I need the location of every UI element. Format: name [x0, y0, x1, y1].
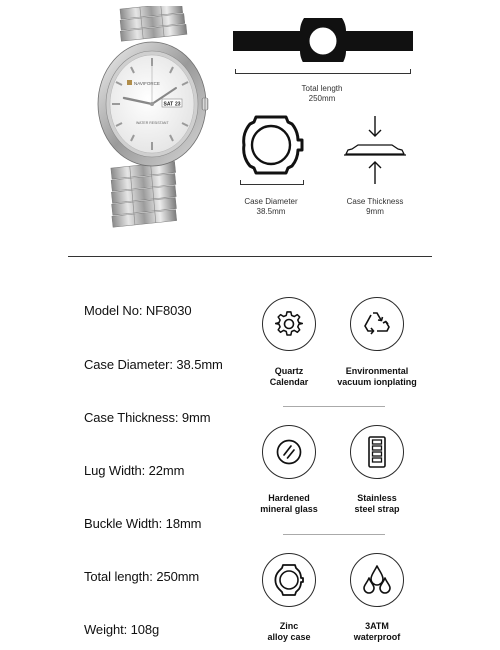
recycle-icon — [350, 297, 404, 351]
watch-case-icon — [262, 553, 316, 607]
case-thickness-diagram — [340, 114, 410, 186]
section-divider — [68, 256, 432, 257]
strap-length-diagram — [232, 18, 414, 62]
strap-icon — [350, 425, 404, 479]
case-thickness-label: Case Thickness 9mm — [346, 197, 404, 216]
gear-icon — [262, 297, 316, 351]
total-length-label: Total length 250mm — [301, 84, 343, 103]
spec-total-length: Total length: 250mm — [84, 569, 200, 584]
case-diameter-label: Case Diameter 38.5mm — [244, 197, 298, 216]
feature-zinc-case-label: Zinc alloy case — [267, 621, 311, 642]
spec-weight: Weight: 108g — [84, 622, 160, 637]
watch-dial-text: WATER RESISTANT — [136, 121, 169, 125]
watch-photo — [92, 6, 212, 236]
glass-slash-icon — [262, 425, 316, 479]
case-diameter-diagram — [240, 112, 304, 178]
watch-day-text: SAT — [163, 101, 174, 108]
spec-buckle-width: Buckle Width: 18mm — [84, 516, 202, 531]
total-length-dimension-line — [235, 69, 411, 74]
watch-date-text: 23 — [175, 101, 181, 108]
spec-model-no: Model No: NF8030 — [84, 303, 192, 318]
feature-waterproof-label: 3ATM waterproof — [353, 621, 401, 642]
spec-case-thickness: Case Thickness: 9mm — [84, 410, 211, 425]
watch-brand-text: NAVIFORCE — [134, 81, 160, 86]
feature-row-divider — [283, 534, 385, 535]
feature-row-divider — [283, 406, 385, 407]
spec-lug-width: Lug Width: 22mm — [84, 463, 185, 478]
water-drops-icon — [350, 553, 404, 607]
feature-steel-strap-label: Stainless steel strap — [354, 493, 400, 514]
case-diameter-dimension-line — [240, 180, 304, 185]
spec-case-diameter: Case Diameter: 38.5mm — [84, 357, 223, 372]
feature-quartz-calendar-label: Quartz Calendar — [269, 366, 309, 387]
feature-environmental-label: Environmental vacuum ionplating — [337, 366, 417, 387]
feature-mineral-glass-label: Hardened mineral glass — [260, 493, 318, 514]
